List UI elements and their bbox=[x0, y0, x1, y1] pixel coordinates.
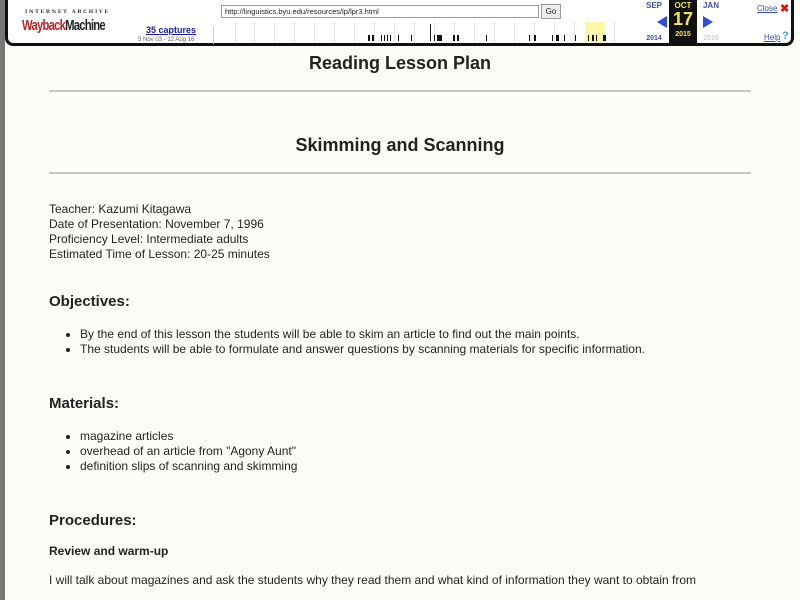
capture-bar bbox=[387, 35, 388, 41]
current-month: OCT bbox=[674, 1, 692, 10]
presentation-date: Date of Presentation: November 7, 1996 bbox=[49, 217, 264, 231]
capture-bar bbox=[603, 35, 606, 41]
logo-wayback-text: Wayback bbox=[22, 17, 66, 34]
help-icon[interactable]: ? bbox=[782, 30, 789, 42]
year-gridline bbox=[274, 22, 275, 42]
capture-bar bbox=[588, 35, 589, 41]
proficiency-level: Proficiency Level: Intermediate adults bbox=[49, 232, 249, 246]
close-link[interactable]: Close bbox=[757, 4, 778, 13]
materials-heading: Materials: bbox=[49, 395, 120, 412]
capture-bar bbox=[453, 35, 455, 41]
year-gridline bbox=[554, 22, 555, 42]
capture-bar bbox=[368, 35, 370, 41]
page-content bbox=[49, 50, 751, 587]
capture-bar bbox=[534, 35, 536, 41]
year-gridline bbox=[314, 22, 315, 42]
year-gridline bbox=[294, 22, 295, 42]
procedure-paragraph: I will talk about magazines and ask the students why they read them and what kind of information they want to obtain from bbox=[49, 573, 697, 587]
url-input[interactable]: http://linguistics.byu.edu/resources/lp/lpr3.html bbox=[221, 5, 539, 18]
capture-bar bbox=[596, 35, 597, 41]
help-link[interactable]: Help bbox=[764, 33, 781, 42]
capture-range: 5 Nov 03 - 12 Aug 16 bbox=[138, 37, 195, 43]
capture-bar bbox=[430, 24, 431, 41]
capture-bar bbox=[381, 35, 382, 41]
lesson-info bbox=[49, 202, 751, 262]
list-item: • By the end of this lesson the students will be able to skim an article to find out the main points. bbox=[80, 327, 751, 342]
capture-sparkline[interactable] bbox=[221, 22, 639, 42]
capture-bar bbox=[592, 35, 594, 41]
teacher: Teacher: Kazumi Kitagawa bbox=[49, 202, 192, 216]
estimated-time: Estimated Time of Lesson: 20-25 minutes bbox=[49, 247, 270, 261]
divider bbox=[213, 27, 214, 44]
year-gridline bbox=[614, 22, 615, 42]
capture-bar bbox=[437, 35, 442, 41]
close-icon[interactable]: ✖ bbox=[780, 3, 790, 15]
wayback-logo[interactable] bbox=[22, 17, 105, 34]
divider bbox=[49, 172, 751, 174]
go-button[interactable]: Go bbox=[541, 4, 561, 19]
prev-year-link[interactable]: 2014 bbox=[646, 35, 662, 42]
logo-machine-text: Machine bbox=[65, 17, 105, 34]
current-year: 2015 bbox=[675, 31, 691, 38]
capture-bar bbox=[564, 35, 565, 41]
year-gridline bbox=[374, 22, 375, 42]
current-capture-date bbox=[669, 0, 697, 46]
capture-bar bbox=[372, 35, 374, 41]
capture-bar bbox=[552, 35, 553, 41]
capture-bar bbox=[486, 35, 487, 41]
next-month-link[interactable]: JAN bbox=[702, 1, 719, 10]
year-gridline bbox=[494, 22, 495, 42]
year-gridline bbox=[414, 22, 415, 42]
capture-bar bbox=[398, 35, 399, 41]
current-day: 17 bbox=[672, 9, 694, 29]
wayback-toolbar bbox=[5, 0, 794, 46]
objectives-heading: Objectives: bbox=[49, 293, 130, 310]
capture-bar bbox=[556, 35, 559, 41]
list-item: • definition slips of scanning and skimming bbox=[80, 459, 751, 474]
next-year-label: 2016 bbox=[703, 35, 719, 42]
year-gridline bbox=[394, 22, 395, 42]
review-warmup-heading: Review and warm-up bbox=[49, 544, 169, 558]
prev-arrow-icon[interactable] bbox=[657, 16, 667, 28]
capture-bar bbox=[390, 35, 391, 41]
window-edge bbox=[0, 0, 5, 600]
capture-bar bbox=[384, 35, 385, 41]
prev-month-link[interactable]: SEP bbox=[645, 1, 662, 10]
procedures-heading: Procedures: bbox=[49, 512, 137, 529]
list-item: • The students will be able to formulate and answer questions by scanning materials for specific information. bbox=[80, 342, 751, 357]
page-title: Reading Lesson Plan bbox=[308, 53, 492, 73]
year-gridline bbox=[254, 22, 255, 42]
capture-bar bbox=[529, 35, 530, 41]
capture-bar bbox=[457, 35, 459, 41]
next-arrow-icon[interactable] bbox=[703, 16, 713, 28]
objectives-list bbox=[49, 327, 751, 357]
capture-bar bbox=[575, 35, 576, 41]
internet-archive-label: INTERNET ARCHIVE bbox=[25, 9, 110, 15]
capture-bar bbox=[411, 35, 412, 41]
year-gridline bbox=[474, 22, 475, 42]
lesson-title: Skimming and Scanning bbox=[295, 135, 505, 155]
captures-link[interactable]: 35 captures bbox=[146, 25, 197, 35]
year-gridline bbox=[334, 22, 335, 42]
list-item: • magazine articles bbox=[80, 429, 751, 444]
divider bbox=[49, 90, 751, 92]
list-item: • overhead of an article from "Agony Aunt" bbox=[80, 444, 751, 459]
materials-list bbox=[49, 429, 751, 474]
year-gridline bbox=[514, 22, 515, 42]
year-gridline bbox=[235, 22, 236, 42]
year-gridline bbox=[354, 22, 355, 42]
capture-bar bbox=[434, 35, 435, 41]
